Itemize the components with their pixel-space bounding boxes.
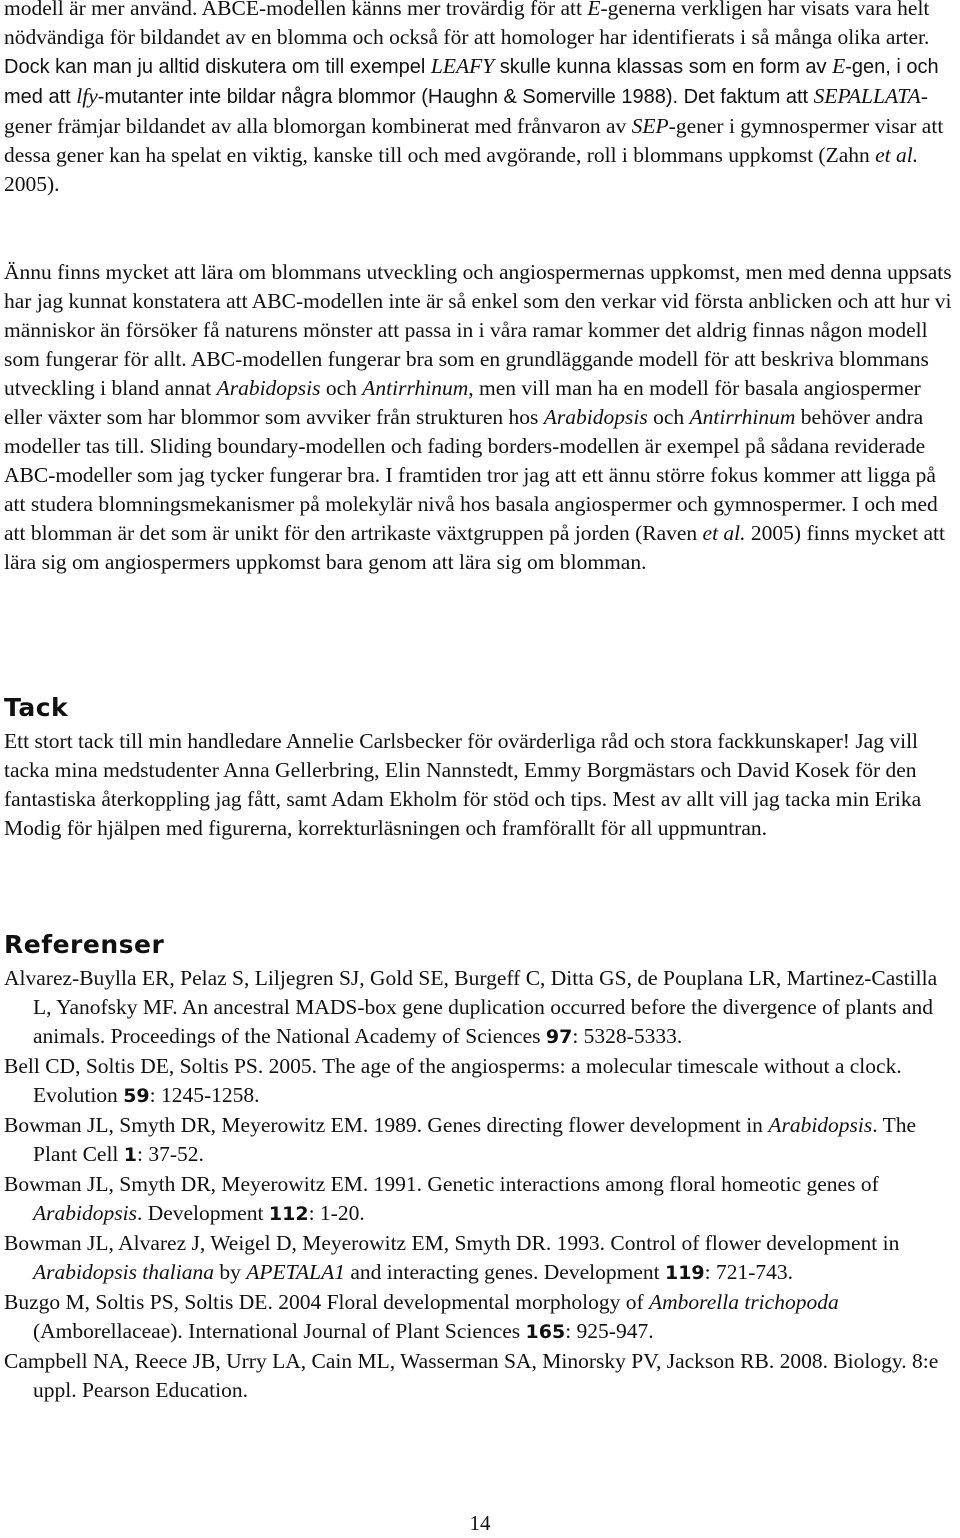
reference-item: [4, 1288, 944, 1347]
ref-volume: 165: [525, 1321, 566, 1343]
ref-gene: APETALA1: [246, 1260, 345, 1284]
text-run: modell är mer använd.: [4, 0, 202, 20]
ref-text: . Development: [136, 1201, 269, 1225]
acknowledgements-text: Ett stort tack till min handledare Annelie Carlsbecker för ovärderliga råd och stora fackkunskaper! Jag vill tacka mina medstudenter Anna Gellerbring, Elin Nannstedt, Emmy Borgmästars och David Kosek för den fantastiska återkoppling jag fått, samt Adam Ekholm för stöd och tips. Mest av allt vill jag tacka min Erika Modig för hjälpen med figurerna, korrekturläsningen och framförallt för all uppmuntran.: [4, 729, 922, 840]
text-run: Det faktum att: [683, 86, 814, 108]
species-name: Antirrhinum: [689, 405, 796, 429]
paragraph-abce-discussion: [4, 0, 954, 199]
ref-volume: 97: [545, 1026, 573, 1048]
ref-text: Buzgo M, Soltis PS, Soltis DE. 2004 Floral developmental morphology of: [4, 1290, 649, 1314]
gene-name: lfy: [76, 84, 98, 108]
text-run: , men vill man ha en modell för basala angiospermer eller växter som har blommor som avviker från strukturen hos: [4, 376, 921, 429]
reference-item: [4, 1229, 944, 1288]
reference-item: [4, 1170, 944, 1229]
ref-text: Alvarez-Buylla ER, Pelaz S, Liljegren SJ, Gold SE, Burgeff C, Ditta GS, de Pouplana LR, Martinez-Castilla L, Yanofsky MF. An ancestral MADS-box gene duplication occurred before the divergence of plants and animals. Proceedings of the National Academy of Sciences: [4, 966, 938, 1048]
text-run: behöver andra modeller tas till. Sliding boundary-modellen och fading borders-modellen är exempel på sådana reviderade ABC-modeller som jag tycker fungerar bra. I framtiden tror jag att ett ännu större fokus kommer att ligga på att studera blomningsmekanismer på molekylär nivå hos basala angiospermer och gymnospermer. I och med att blomman är det som är unikt för den artrikaste växtgruppen på jorden (Raven: [4, 405, 938, 545]
text-run: -mutanter inte bildar några blommor (Haughn & Somerville 1988).: [97, 86, 684, 108]
ref-species: Arabidopsis thaliana: [33, 1260, 214, 1284]
ref-pages: : 5328-5333.: [572, 1024, 683, 1048]
species-name: Arabidopsis: [543, 405, 648, 429]
text-run: 2005).: [4, 172, 60, 196]
ref-text: Bell CD, Soltis DE, Soltis PS. 2005. The age of the angiosperms: a molecular timescale without a clock. Evolution: [4, 1054, 902, 1107]
citation-et-al: et al.: [875, 143, 919, 167]
text-run: ABCE-modellen känns mer trovärdig för att: [201, 0, 588, 20]
section-heading-tack: Tack: [4, 693, 69, 722]
text-run: och: [320, 376, 363, 400]
text-run: -gen, i och med att: [4, 56, 939, 108]
text-run: Ännu finns mycket att lära om blommans utveckling och angiospermernas uppkomst, men med denna uppsats har jag kunnat konstatera att ABC-modellen inte är så enkel som den verkar vid första anblicken och att hur vi människor än försöker få naturens mönster att passa in i våra ramar kommer det aldrig finnas någon modell som fungerar för allt. ABC-modellen fungerar bra som en grundläggande modell för att beskriva blommans utveckling i bland annat: [4, 260, 952, 400]
page-number: 14: [469, 1511, 491, 1535]
text-run: -generna verkligen har visats vara helt nödvändiga för bildandet av en blomma och också för att homologer har identifierats i så många olika arter.: [4, 0, 930, 49]
ref-volume: 59: [123, 1085, 150, 1107]
ref-pages: : 721-743.: [704, 1260, 794, 1284]
ref-species: Amborella trichopoda: [649, 1290, 839, 1314]
citation-et-al: et al.: [702, 521, 746, 545]
ref-volume: 112: [268, 1203, 309, 1225]
reference-item: [4, 1111, 944, 1170]
ref-species: Arabidopsis: [33, 1201, 137, 1225]
ref-text: by: [213, 1260, 247, 1284]
section-heading-referenser: Referenser: [4, 930, 165, 959]
reference-list: [4, 964, 944, 1405]
ref-pages: : 1245-1258.: [149, 1083, 260, 1107]
ref-volume: 1: [123, 1144, 138, 1166]
gene-name: LEAFY: [430, 54, 495, 78]
reference-item: [4, 1347, 944, 1405]
gene-name: E: [832, 54, 846, 78]
ref-text: and interacting genes. Development: [344, 1260, 665, 1284]
text-run: och: [647, 405, 690, 429]
gene-name: E: [587, 0, 601, 20]
species-name: Antirrhinum: [362, 376, 469, 400]
ref-species: Arabidopsis: [768, 1113, 873, 1137]
ref-pages: : 1-20.: [308, 1201, 365, 1225]
ref-text: Bowman JL, Alvarez J, Weigel D, Meyerowitz EM, Smyth DR. 1993. Control of flower development in: [4, 1231, 900, 1255]
ref-volume: 119: [664, 1262, 705, 1284]
ref-pages: : 37-52.: [137, 1142, 204, 1166]
paragraph-conclusion: [4, 258, 954, 577]
text-run: 2005) finns mycket att lära sig om angiospermers uppkomst bara genom att lära sig om blomman.: [4, 521, 945, 574]
reference-item: [4, 964, 944, 1052]
ref-text: Bowman JL, Smyth DR, Meyerowitz EM. 1991. Genetic interactions among floral homeotic genes of: [4, 1172, 879, 1196]
text-run: skulle kunna klassas som en form av: [494, 56, 833, 78]
text-run: -gener i gymnospermer visar att dessa gener kan ha spelat en viktig, kanske till och med avgörande, roll i blommans uppkomst (Zahn: [4, 114, 944, 167]
gene-name: SEPALLATA: [813, 84, 921, 108]
ref-text: (Amborellaceae). International Journal of Plant Sciences: [33, 1319, 526, 1343]
text-run: -gener främjar bildandet av alla blomorgan kombinerat med frånvaron av: [4, 84, 928, 138]
ref-pages: : 925-947.: [565, 1319, 654, 1343]
ref-text: . The Plant Cell: [33, 1113, 917, 1166]
reference-item: [4, 1052, 944, 1111]
ref-text: Campbell NA, Reece JB, Urry LA, Cain ML, Wasserman SA, Minorsky PV, Jackson RB. 2008. Biology. 8:e uppl. Pearson Education.: [4, 1349, 939, 1402]
species-name: Arabidopsis: [216, 376, 321, 400]
gene-name: SEP: [631, 114, 669, 138]
ref-text: Bowman JL, Smyth DR, Meyerowitz EM. 1989. Genes directing flower development in: [4, 1113, 769, 1137]
text-run: Dock kan man ju alltid diskutera om till exempel: [4, 56, 431, 78]
